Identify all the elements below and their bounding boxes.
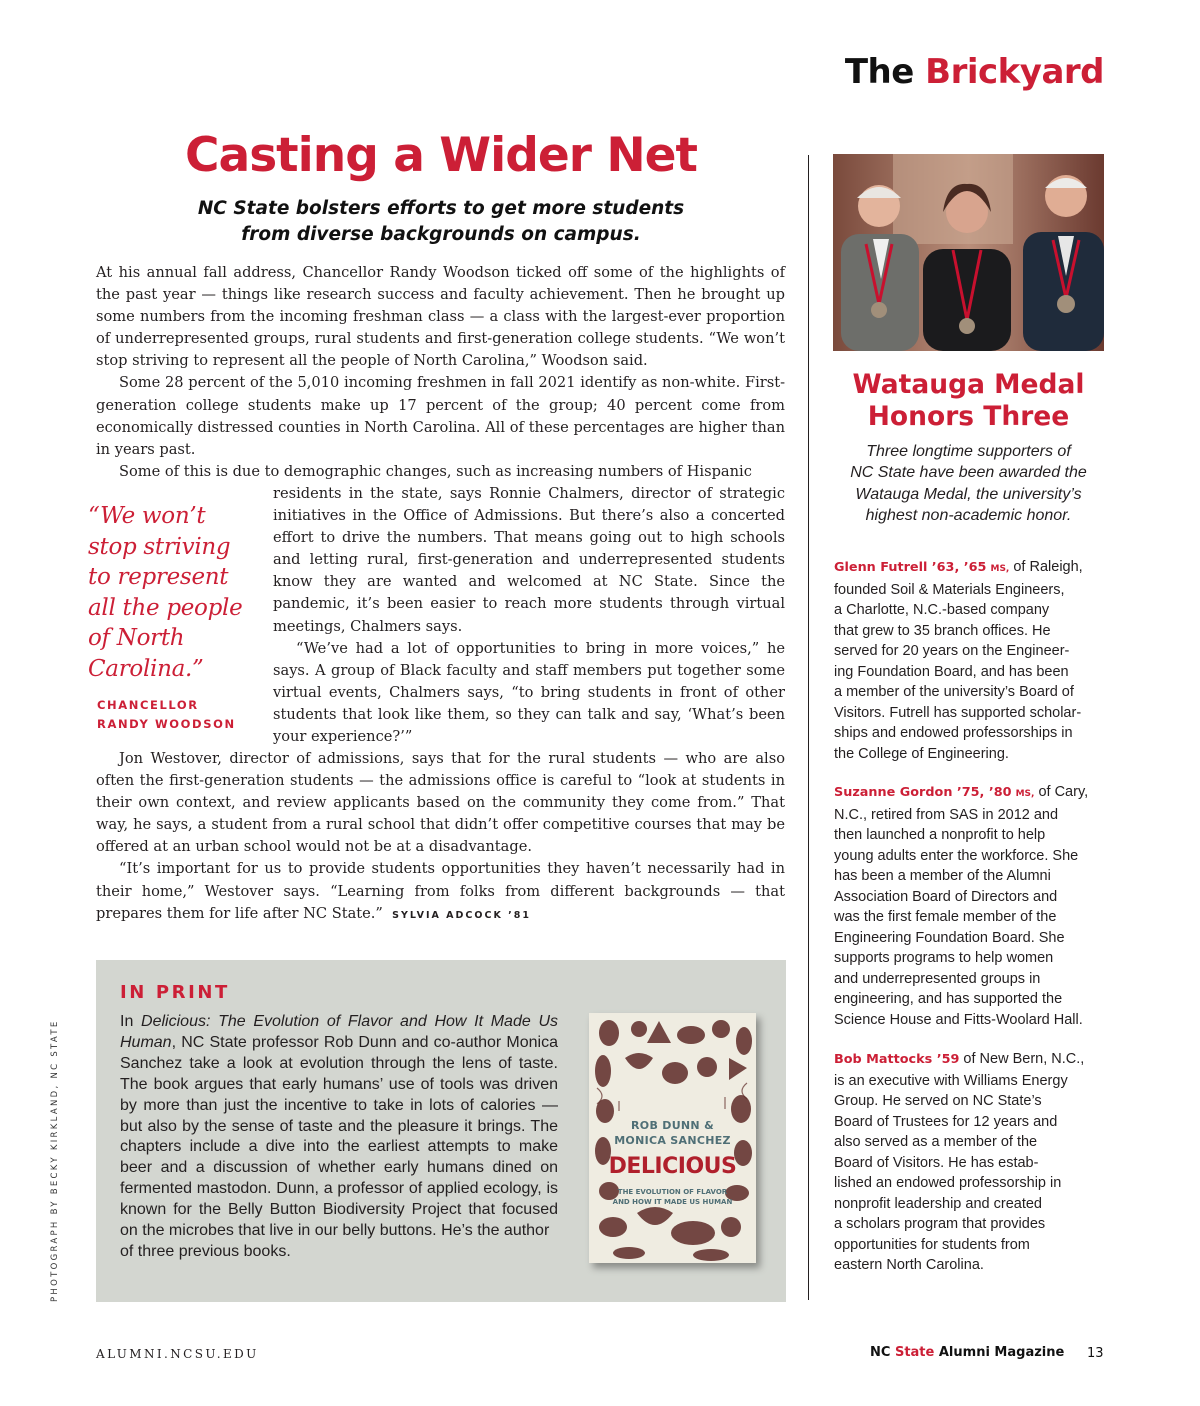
footer-mag-nc: NC <box>870 1345 891 1360</box>
honoree-line: nonprofit leadership and created <box>834 1195 1042 1212</box>
honoree-line: a Charlotte, N.C.-based company <box>834 602 1050 618</box>
in-print-heading: IN PRINT <box>120 982 230 1003</box>
sidebar-intro-line: Watauga Medal, the university’s <box>855 485 1082 503</box>
honoree-line: young adults enter the workforce. She <box>834 847 1079 864</box>
in-print-book-title: Delicious: The Evolution of Flavor and How It Made Us Human <box>120 1013 558 1051</box>
in-print-box <box>96 960 786 1302</box>
honoree-line: the College of Engineering. <box>834 745 1009 762</box>
footer-mag-rest: Alumni Magazine <box>938 1345 1065 1360</box>
pull-quote-attribution-title: CHANCELLOR <box>97 698 199 712</box>
sidebar-heading <box>833 369 1104 433</box>
honoree-first-line <box>834 1049 1106 1071</box>
honoree-line: Board of Visitors. He has estab- <box>834 1154 1039 1171</box>
section-title-brickyard: Brickyard <box>925 52 1104 92</box>
honorees-photo <box>833 154 1104 351</box>
honoree-line: Visitors. Futrell has supported scholar- <box>834 704 1082 721</box>
honoree-line: Engineering Foundation Board. She <box>834 929 1065 946</box>
pull-quote <box>88 501 258 734</box>
honoree-line: ships and endowed professorships in <box>834 725 1073 741</box>
article-body-mid <box>273 483 785 748</box>
book-cover-authors-2: MONICA SANCHEZ <box>614 1134 731 1147</box>
honoree-line: N.C., retired from SAS in 2012 and <box>834 806 1059 823</box>
article-paragraph-6-text: “It’s important for us to provide students opportunities they haven’t necessarily had in their home,” Westover says. “Learning from folks from different backgrounds — that prepares them for life after NC State.” <box>96 860 785 922</box>
article-headline: Casting a Wider Net <box>185 128 697 183</box>
honorees-photo-illustration <box>833 154 1104 351</box>
article-dek <box>96 196 786 248</box>
article-byline: SYLVIA ADCOCK ’81 <box>392 909 531 921</box>
in-print-intro: In <box>120 1013 142 1030</box>
honoree-line: served for 20 years on the Engineer- <box>834 643 1070 659</box>
honoree-line: Association Board of Directors and <box>834 888 1058 905</box>
sidebar-intro-line: highest non-academic honor. <box>865 507 1072 525</box>
pull-quote-text: “We won’t stop striving to represent all the people of North Carolina.” <box>88 503 243 682</box>
in-print-text <box>120 1012 558 1263</box>
honoree-name: Glenn Futrell ’63, ’65 <box>834 560 987 575</box>
honoree-line: eastern North Carolina. <box>834 1257 984 1273</box>
sidebar-intro-line: Three longtime supporters of <box>866 443 1071 460</box>
honoree-futrell <box>834 557 1106 764</box>
honoree-line: then launched a nonprofit to help <box>834 827 1046 843</box>
honoree-line: of Cary, <box>1034 784 1089 800</box>
pull-quote-attribution <box>88 696 258 734</box>
in-print-last-line: of three previous books. <box>120 1242 291 1260</box>
honoree-line: has been a member of the Alumni <box>834 868 1051 884</box>
sidebar-divider <box>808 155 809 1300</box>
section-title <box>845 52 1104 92</box>
honoree-line: of New Bern, N.C., <box>959 1051 1085 1067</box>
honoree-line: ing Foundation Board, and has been <box>834 663 1069 680</box>
page-number: 13 <box>1087 1346 1104 1361</box>
book-cover-image <box>589 1013 756 1263</box>
article-body-top <box>96 262 785 483</box>
photo-credit: PHOTOGRAPH BY BECKY KIRKLAND, NC STATE <box>50 1019 60 1302</box>
sidebar-heading-line-1: Watauga Medal <box>852 369 1085 400</box>
book-cover-subtitle-1: THE EVOLUTION OF FLAVOR <box>617 1188 728 1196</box>
article-paragraph-6 <box>96 858 785 926</box>
sidebar-heading-line-2: Honors Three <box>867 401 1070 432</box>
honoree-gordon <box>834 782 1106 1030</box>
honoree-line: engineering, and has supported the <box>834 991 1063 1007</box>
honoree-line: is an executive with Williams Energy <box>834 1072 1068 1089</box>
honoree-first-line <box>834 557 1106 580</box>
article-paragraph-1: At his annual fall address, Chancellor Randy Woodson ticked off some of the highlights of the past year — things like research success and faculty achievement. Then he brought up some numbers from the incoming freshman class — a class with the largest-ever proportion of underrepresented groups, rural students and first-generation college students. “We won’t stop striving to represent all the people of North Carolina,” Woodson said. <box>96 264 785 370</box>
honoree-mattocks <box>834 1049 1106 1276</box>
honoree-first-line <box>834 782 1106 805</box>
honoree-degree: MS, <box>990 564 1010 574</box>
honoree-line: was the first female member of the <box>834 909 1057 925</box>
honoree-line: lished an endowed professorship in <box>834 1175 1062 1191</box>
article-paragraph-3-start: Some of this is due to demographic changes, such as increasing numbers of Hispanic <box>119 462 752 480</box>
sidebar-intro-line: NC State have been awarded the <box>850 464 1087 482</box>
honoree-line: a scholars program that provides <box>834 1216 1046 1232</box>
sidebar-intro <box>833 441 1104 527</box>
honoree-line: opportunities for students from <box>834 1236 1030 1253</box>
honoree-line: of Raleigh, <box>1009 559 1083 575</box>
honoree-line: that grew to 35 branch offices. He <box>834 622 1051 639</box>
pull-quote-attribution-name: RANDY WOODSON <box>97 717 236 731</box>
article-paragraph-2: Some 28 percent of the 5,010 incoming freshmen in fall 2021 identify as non-white. First-generation college students make up 17 percent of the group; 40 percent come from economically distressed counties in North Carolina. All of these percentages are higher than in years past. <box>96 374 785 458</box>
honoree-line: Group. He served on NC State’s <box>834 1093 1042 1109</box>
footer-mag-state: State <box>894 1345 935 1360</box>
footer-url[interactable]: ALUMNI.NCSU.EDU <box>96 1347 259 1361</box>
honoree-line: a member of the university’s Board of <box>834 684 1074 700</box>
article-paragraph-4: “We’ve had a lot of opportunities to bring in more voices,” he says. A group of Black faculty and staff members put together some virtual events, Chalmers says, “to bring students in front of other students that look like them, so they can talk and say, ‘What’s been your experience?’” <box>273 639 785 746</box>
book-cover-authors-1: ROB DUNN & <box>631 1119 714 1132</box>
honoree-line: Board of Trustees for 12 years and <box>834 1113 1058 1130</box>
book-cover-title: DELICIOUS <box>608 1154 737 1179</box>
honoree-line: Science House and Fitts-Woolard Hall. <box>834 1011 1083 1028</box>
book-cover-subtitle-2: AND HOW IT MADE US HUMAN <box>612 1198 733 1206</box>
dek-line-1: NC State bolsters efforts to get more students <box>197 198 685 219</box>
honoree-degree: MS, <box>1015 789 1035 799</box>
honoree-name: Bob Mattocks ’59 <box>834 1052 960 1067</box>
section-title-the: The <box>844 52 914 92</box>
honoree-line: founded Soil & Materials Engineers, <box>834 581 1065 598</box>
article-paragraph-3-rest: residents in the state, says Ronnie Chalmers, director of strategic initiatives in the Office of Admissions. But there’s also a concerted effort to drive the numbers. That means going out to high schools and letting rural, first-generation and underrepresented students know they are wanted and welcomed at NC State. Since the pandemic, it’s been easier to reach more students through virtual meetings, Chalmers says. <box>273 485 785 635</box>
article-body-bottom <box>96 748 785 927</box>
article-paragraph-5: Jon Westover, director of admissions, says that for the rural students — who are also often the first-generation students — the admissions office is careful to “look at students in their own context, and review applicants based on the community they come from.” That way, he says, a student from a rural school that didn’t offer competitive courses that may be offered at an urban school would not be at a disadvantage. <box>96 750 785 856</box>
footer-magazine-name <box>870 1345 1064 1360</box>
honoree-line: supports programs to help women <box>834 950 1054 966</box>
in-print-body: , NC State professor Rob Dunn and co-author Monica Sanchez take a look at evolution through the lens of taste. The book argues that early humans’ use of tools was driven by more than just the incentive to take in lots of calories — but also by the sense of taste and the pleasure it brings. The chapters include a dive into the earliest attempts to make beer and a discussion of whether early humans dined on fermented mastodon. Dunn, a professor of applied ecology, is known for the Belly Button Biodiversity Project that focused on the microbes that live in our belly buttons. He’s the author <box>120 1033 558 1240</box>
honoree-line: and underrepresented groups in <box>834 970 1041 987</box>
honoree-name: Suzanne Gordon ’75, ’80 <box>834 785 1012 800</box>
honoree-line: also served as a member of the <box>834 1134 1038 1150</box>
dek-line-2: from diverse backgrounds on campus. <box>241 224 641 245</box>
